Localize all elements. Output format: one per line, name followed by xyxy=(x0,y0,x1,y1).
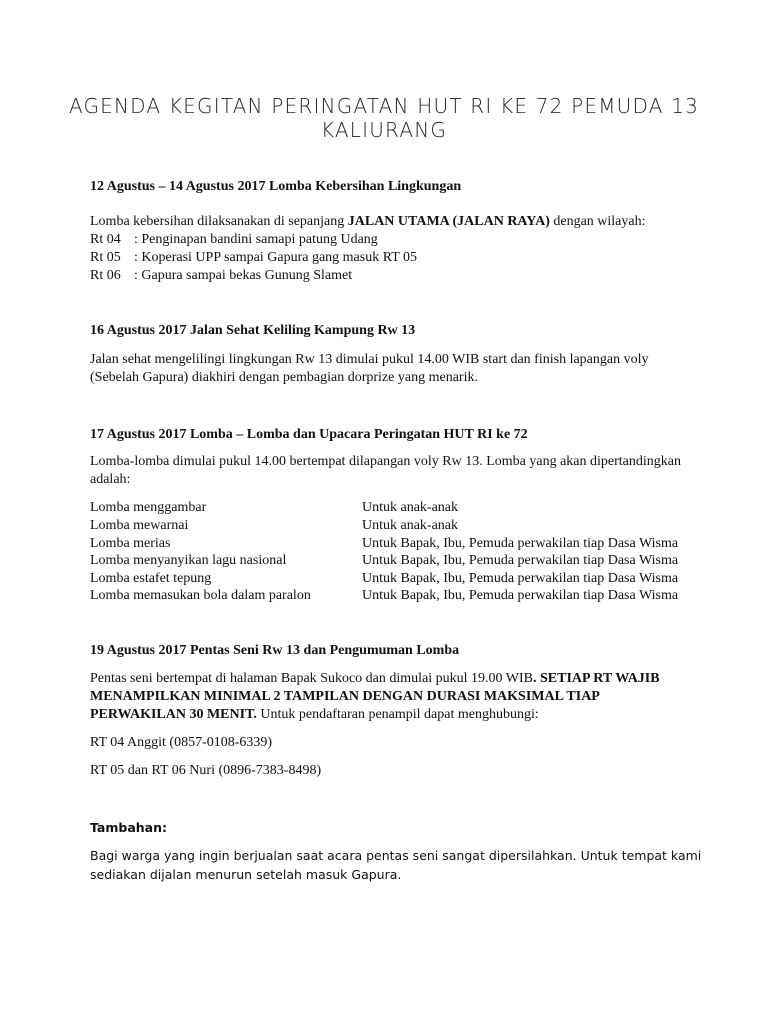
competition-name: Lomba estafet tepung xyxy=(90,571,212,586)
section2-body-line1: Jalan sehat mengelilingi lingkungan Rw 13 dimulai pukul 14.00 WIB start dan finish lapangan voly xyxy=(90,352,649,367)
competition-participants: Untuk anak-anak xyxy=(362,500,459,515)
section4-body-bold3: PERWAKILAN 30 MENIT. xyxy=(90,707,257,722)
competition-name: Lomba menggambar xyxy=(90,500,207,515)
section1-intro xyxy=(90,213,646,231)
section4-body-line2: MENAMPILKAN MINIMAL 2 TAMPILAN DENGAN DURASI MAKSIMAL TIAP xyxy=(90,689,600,704)
section3-intro-line2: adalah: xyxy=(90,472,131,487)
document-title-line2: KALIURANG xyxy=(320,118,448,142)
section4-body-line3 xyxy=(90,706,539,724)
contact-rt04: RT 04 Anggit (0857-0108-6339) xyxy=(90,735,273,750)
section2-heading: 16 Agustus 2017 Jalan Sehat Keliling Kampung Rw 13 xyxy=(90,323,416,338)
area-rt: Rt 06 xyxy=(90,268,121,283)
competition-participants: Untuk anak-anak xyxy=(362,518,459,533)
section3-intro-line1: Lomba-lomba dimulai pukul 14.00 bertempat dilapangan voly Rw 13. Lomba yang akan dipertandingkan xyxy=(90,454,681,469)
tambahan-line2: sediakan dijalan menurun setelah masuk Gapura. xyxy=(90,867,402,882)
section3-heading: 17 Agustus 2017 Lomba – Lomba dan Upacara Peringatan HUT RI ke 72 xyxy=(90,427,528,442)
tambahan-heading: Tambahan: xyxy=(90,820,167,835)
tambahan-line1: Bagi warga yang ingin berjualan saat acara pentas seni sangat dipersilahkan. Untuk tempat kami xyxy=(90,848,702,863)
section2-body-line2: (Sebelah Gapura) diakhiri dengan pembagian dorprize yang menarik. xyxy=(90,370,478,385)
area-rt: Rt 05 xyxy=(90,250,121,265)
competition-participants: Untuk Bapak, Ibu, Pemuda perwakilan tiap Dasa Wisma xyxy=(362,553,679,568)
competition-name: Lomba merias xyxy=(90,536,171,551)
section1-intro-bold: JALAN UTAMA (JALAN RAYA) xyxy=(347,214,550,229)
competition-name: Lomba memasukan bola dalam paralon xyxy=(90,588,311,603)
area-row xyxy=(90,249,417,267)
section1-intro-pre: Lomba kebersihan dilaksanakan di sepanjang xyxy=(90,214,348,229)
area-rt: Rt 04 xyxy=(90,232,121,247)
competition-participants: Untuk Bapak, Ibu, Pemuda perwakilan tiap Dasa Wisma xyxy=(362,536,679,551)
competition-participants: Untuk Bapak, Ibu, Pemuda perwakilan tiap Dasa Wisma xyxy=(362,571,679,586)
section4-body-line1 xyxy=(90,670,660,688)
competition-name: Lomba mewarnai xyxy=(90,518,189,533)
area-desc: : Gapura sampai bekas Gunung Slamet xyxy=(134,268,353,283)
competition-name: Lomba menyanyikan lagu nasional xyxy=(90,553,287,568)
contact-rt05-rt06: RT 05 dan RT 06 Nuri (0896-7383-8498) xyxy=(90,763,322,778)
competition-participants: Untuk Bapak, Ibu, Pemuda perwakilan tiap Dasa Wisma xyxy=(362,588,679,603)
area-row xyxy=(90,231,378,249)
section4-body-bold1: . SETIAP RT WAJIB xyxy=(533,671,660,686)
section4-body-pre: Pentas seni bertempat di halaman Bapak Sukoco dan dimulai pukul 19.00 WIB xyxy=(90,671,533,686)
section4-body-post: Untuk pendaftaran penampil dapat menghubungi: xyxy=(256,707,539,722)
document-title-line1: AGENDA KEGITAN PERINGATAN HUT RI KE 72 PEMUDA 13 xyxy=(68,94,700,118)
section1-intro-post: dengan wilayah: xyxy=(549,214,646,229)
area-desc: : Penginapan bandini samapi patung Udang xyxy=(134,232,378,247)
area-row xyxy=(90,267,352,285)
area-desc: : Koperasi UPP sampai Gapura gang masuk RT 05 xyxy=(134,250,418,265)
section4-heading: 19 Agustus 2017 Pentas Seni Rw 13 dan Pengumuman Lomba xyxy=(90,643,460,658)
section1-heading: 12 Agustus – 14 Agustus 2017 Lomba Kebersihan Lingkungan xyxy=(90,179,462,194)
